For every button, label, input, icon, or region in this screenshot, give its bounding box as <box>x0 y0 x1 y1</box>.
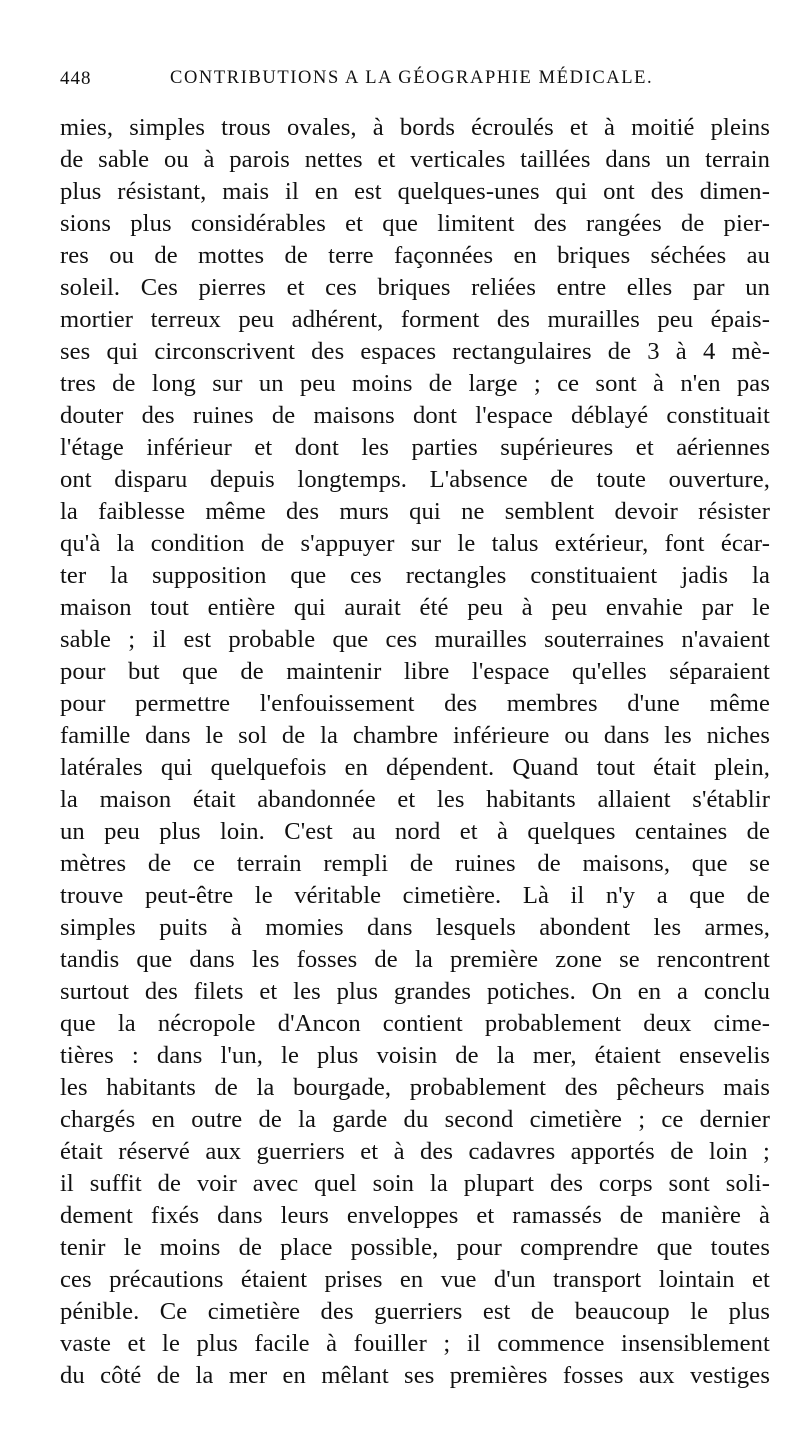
text-line: vaste et le plus facile à fouiller ; il commence insensiblement <box>60 1330 770 1357</box>
text-line: que la nécropole d'Ancon contient probablement deux cime- <box>60 1010 770 1037</box>
text-line: la faiblesse même des murs qui ne semblent devoir résister <box>60 498 770 525</box>
text-line: res ou de mottes de terre façonnées en briques séchées au <box>60 242 770 269</box>
text-line: tenir le moins de place possible, pour comprendre que toutes <box>60 1234 770 1261</box>
text-line: trouve peut-être le véritable cimetière. Là il n'y a que de <box>60 882 770 909</box>
text-line: soleil. Ces pierres et ces briques reliées entre elles par un <box>60 274 770 301</box>
text-line: du côté de la mer en mêlant ses premières fosses aux vestiges <box>60 1362 770 1389</box>
text-line: pénible. Ce cimetière des guerriers est de beaucoup le plus <box>60 1298 770 1325</box>
text-line: dement fixés dans leurs enveloppes et ramassés de manière à <box>60 1202 770 1229</box>
running-title: CONTRIBUTIONS A LA GÉOGRAPHIE MÉDICALE. <box>170 68 654 88</box>
text-line: latérales qui quelquefois en dépendent. Quand tout était plein, <box>60 754 770 781</box>
text-line: ter la supposition que ces rectangles constituaient jadis la <box>60 562 770 589</box>
running-head <box>60 68 770 98</box>
text-line: pour but que de maintenir libre l'espace qu'elles séparaient <box>60 658 770 685</box>
text-line: maison tout entière qui aurait été peu à peu envahie par le <box>60 594 770 621</box>
text-line: les habitants de la bourgade, probablement des pêcheurs mais <box>60 1074 770 1101</box>
text-line: chargés en outre de la garde du second cimetière ; ce dernier <box>60 1106 770 1133</box>
text-line: sable ; il est probable que ces murailles souterraines n'avaient <box>60 626 770 653</box>
text-line: l'étage inférieur et dont les parties supérieures et aériennes <box>60 434 770 461</box>
text-line: plus résistant, mais il en est quelques-unes qui ont des dimen- <box>60 178 770 205</box>
text-line: qu'à la condition de s'appuyer sur le talus extérieur, font écar- <box>60 530 770 557</box>
body-text <box>60 112 770 1392</box>
text-line: sions plus considérables et que limitent des rangées de pier- <box>60 210 770 237</box>
text-line: la maison était abandonnée et les habitants allaient s'établir <box>60 786 770 813</box>
page-number: 448 <box>60 68 92 89</box>
text-line: un peu plus loin. C'est au nord et à quelques centaines de <box>60 818 770 845</box>
text-line: pour permettre l'enfouissement des membres d'une même <box>60 690 770 717</box>
text-line: tières : dans l'un, le plus voisin de la mer, étaient ensevelis <box>60 1042 770 1069</box>
text-line: était réservé aux guerriers et à des cadavres apportés de loin ; <box>60 1138 770 1165</box>
text-line: ses qui circonscrivent des espaces rectangulaires de 3 à 4 mè- <box>60 338 770 365</box>
text-line: mies, simples trous ovales, à bords écroulés et à moitié pleins <box>60 114 770 141</box>
text-line: il suffit de voir avec quel soin la plupart des corps sont soli- <box>60 1170 770 1197</box>
text-line: ont disparu depuis longtemps. L'absence de toute ouverture, <box>60 466 770 493</box>
text-line: mètres de ce terrain rempli de ruines de maisons, que se <box>60 850 770 877</box>
text-line: surtout des filets et les plus grandes potiches. On en a conclu <box>60 978 770 1005</box>
text-line: tandis que dans les fosses de la première zone se rencontrent <box>60 946 770 973</box>
text-line: de sable ou à parois nettes et verticales taillées dans un terrain <box>60 146 770 173</box>
text-line: douter des ruines de maisons dont l'espace déblayé constituait <box>60 402 770 429</box>
text-line: famille dans le sol de la chambre inférieure ou dans les niches <box>60 722 770 749</box>
text-line: simples puits à momies dans lesquels abondent les armes, <box>60 914 770 941</box>
text-line: ces précautions étaient prises en vue d'un transport lointain et <box>60 1266 770 1293</box>
text-line: tres de long sur un peu moins de large ; ce sont à n'en pas <box>60 370 770 397</box>
text-line: mortier terreux peu adhérent, forment des murailles peu épais- <box>60 306 770 333</box>
